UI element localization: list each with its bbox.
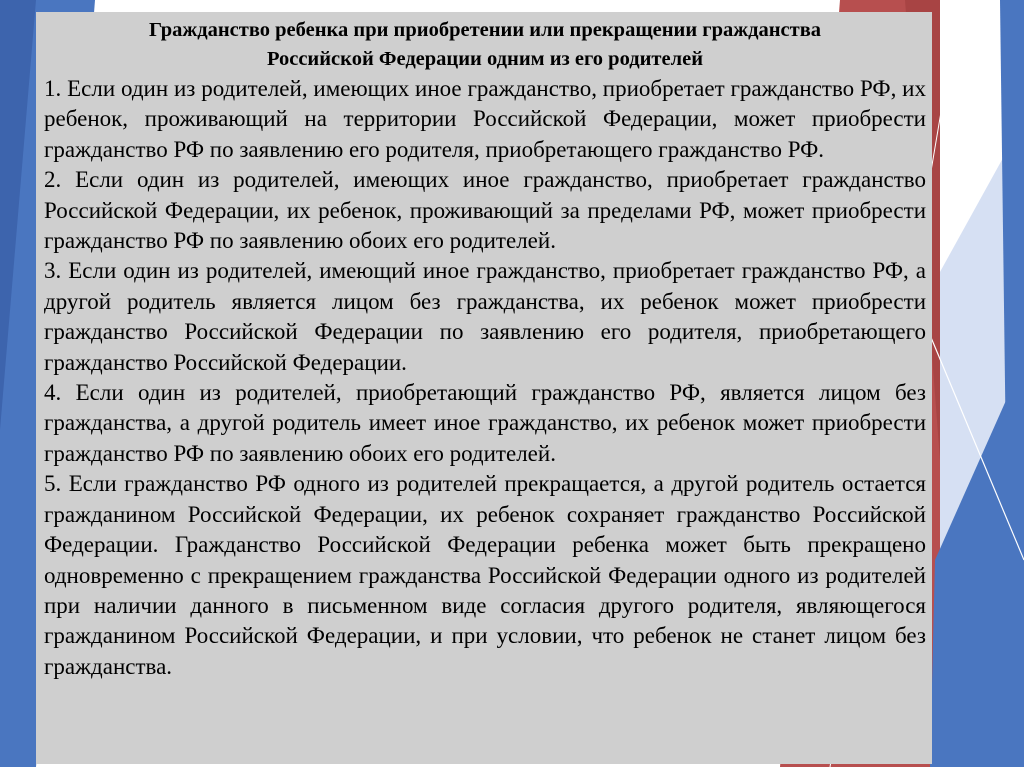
paragraph-1: 1. Если один из родителей, имеющих иное гражданство, приобретает гражданство РФ, их ребенок, проживающий на территории Российской Федерации, может приобрести гражданство РФ по заявлению его родителя, приобретающего гражданство РФ. [44, 76, 926, 162]
paragraph-5: 5. Если гражданство РФ одного из родителей прекращается, а другой родитель остается гражданином Российской Федерации, их ребенок сохраняет гражданство Российской Федерации. Гражданство Российской Федерации ребенка может быть прекращено одновременно с прекращением гражданства Российской Федерации одного из родителей при наличии данного в письменном виде согласия другого родителя, являющегося гражданином Российской Федерации, и при условии, что ребенок не станет лицом без гражданства. [44, 471, 926, 679]
slide-title [44, 16, 926, 74]
slide-title-line-2: Российской Федерации одним из его родителей [266, 48, 704, 70]
paragraph-4: 4. Если один из родителей, приобретающий гражданство РФ, является лицом без гражданства, а другой родитель имеет иное гражданство, их ребенок может приобрести гражданство РФ по заявлению обоих его родителей. [44, 380, 926, 466]
slide-title-line-1: Гражданство ребенка при приобретении или прекращении гражданства [148, 19, 822, 41]
paragraph-3: 3. Если один из родителей, имеющий иное гражданство, приобретает гражданство РФ, а другой родитель является лицом без гражданства, их ребенок может приобрести гражданство Российской Федерации по заявлению его родителя, приобретающего гражданство Российской Федерации. [44, 258, 926, 375]
slide-content [44, 16, 926, 682]
paragraph-2: 2. Если один из родителей, имеющих иное гражданство, приобретает гражданство Российской Федерации, их ребенок, проживающий за пределами РФ, может приобрести гражданство РФ по заявлению обоих его родителей. [44, 167, 926, 254]
